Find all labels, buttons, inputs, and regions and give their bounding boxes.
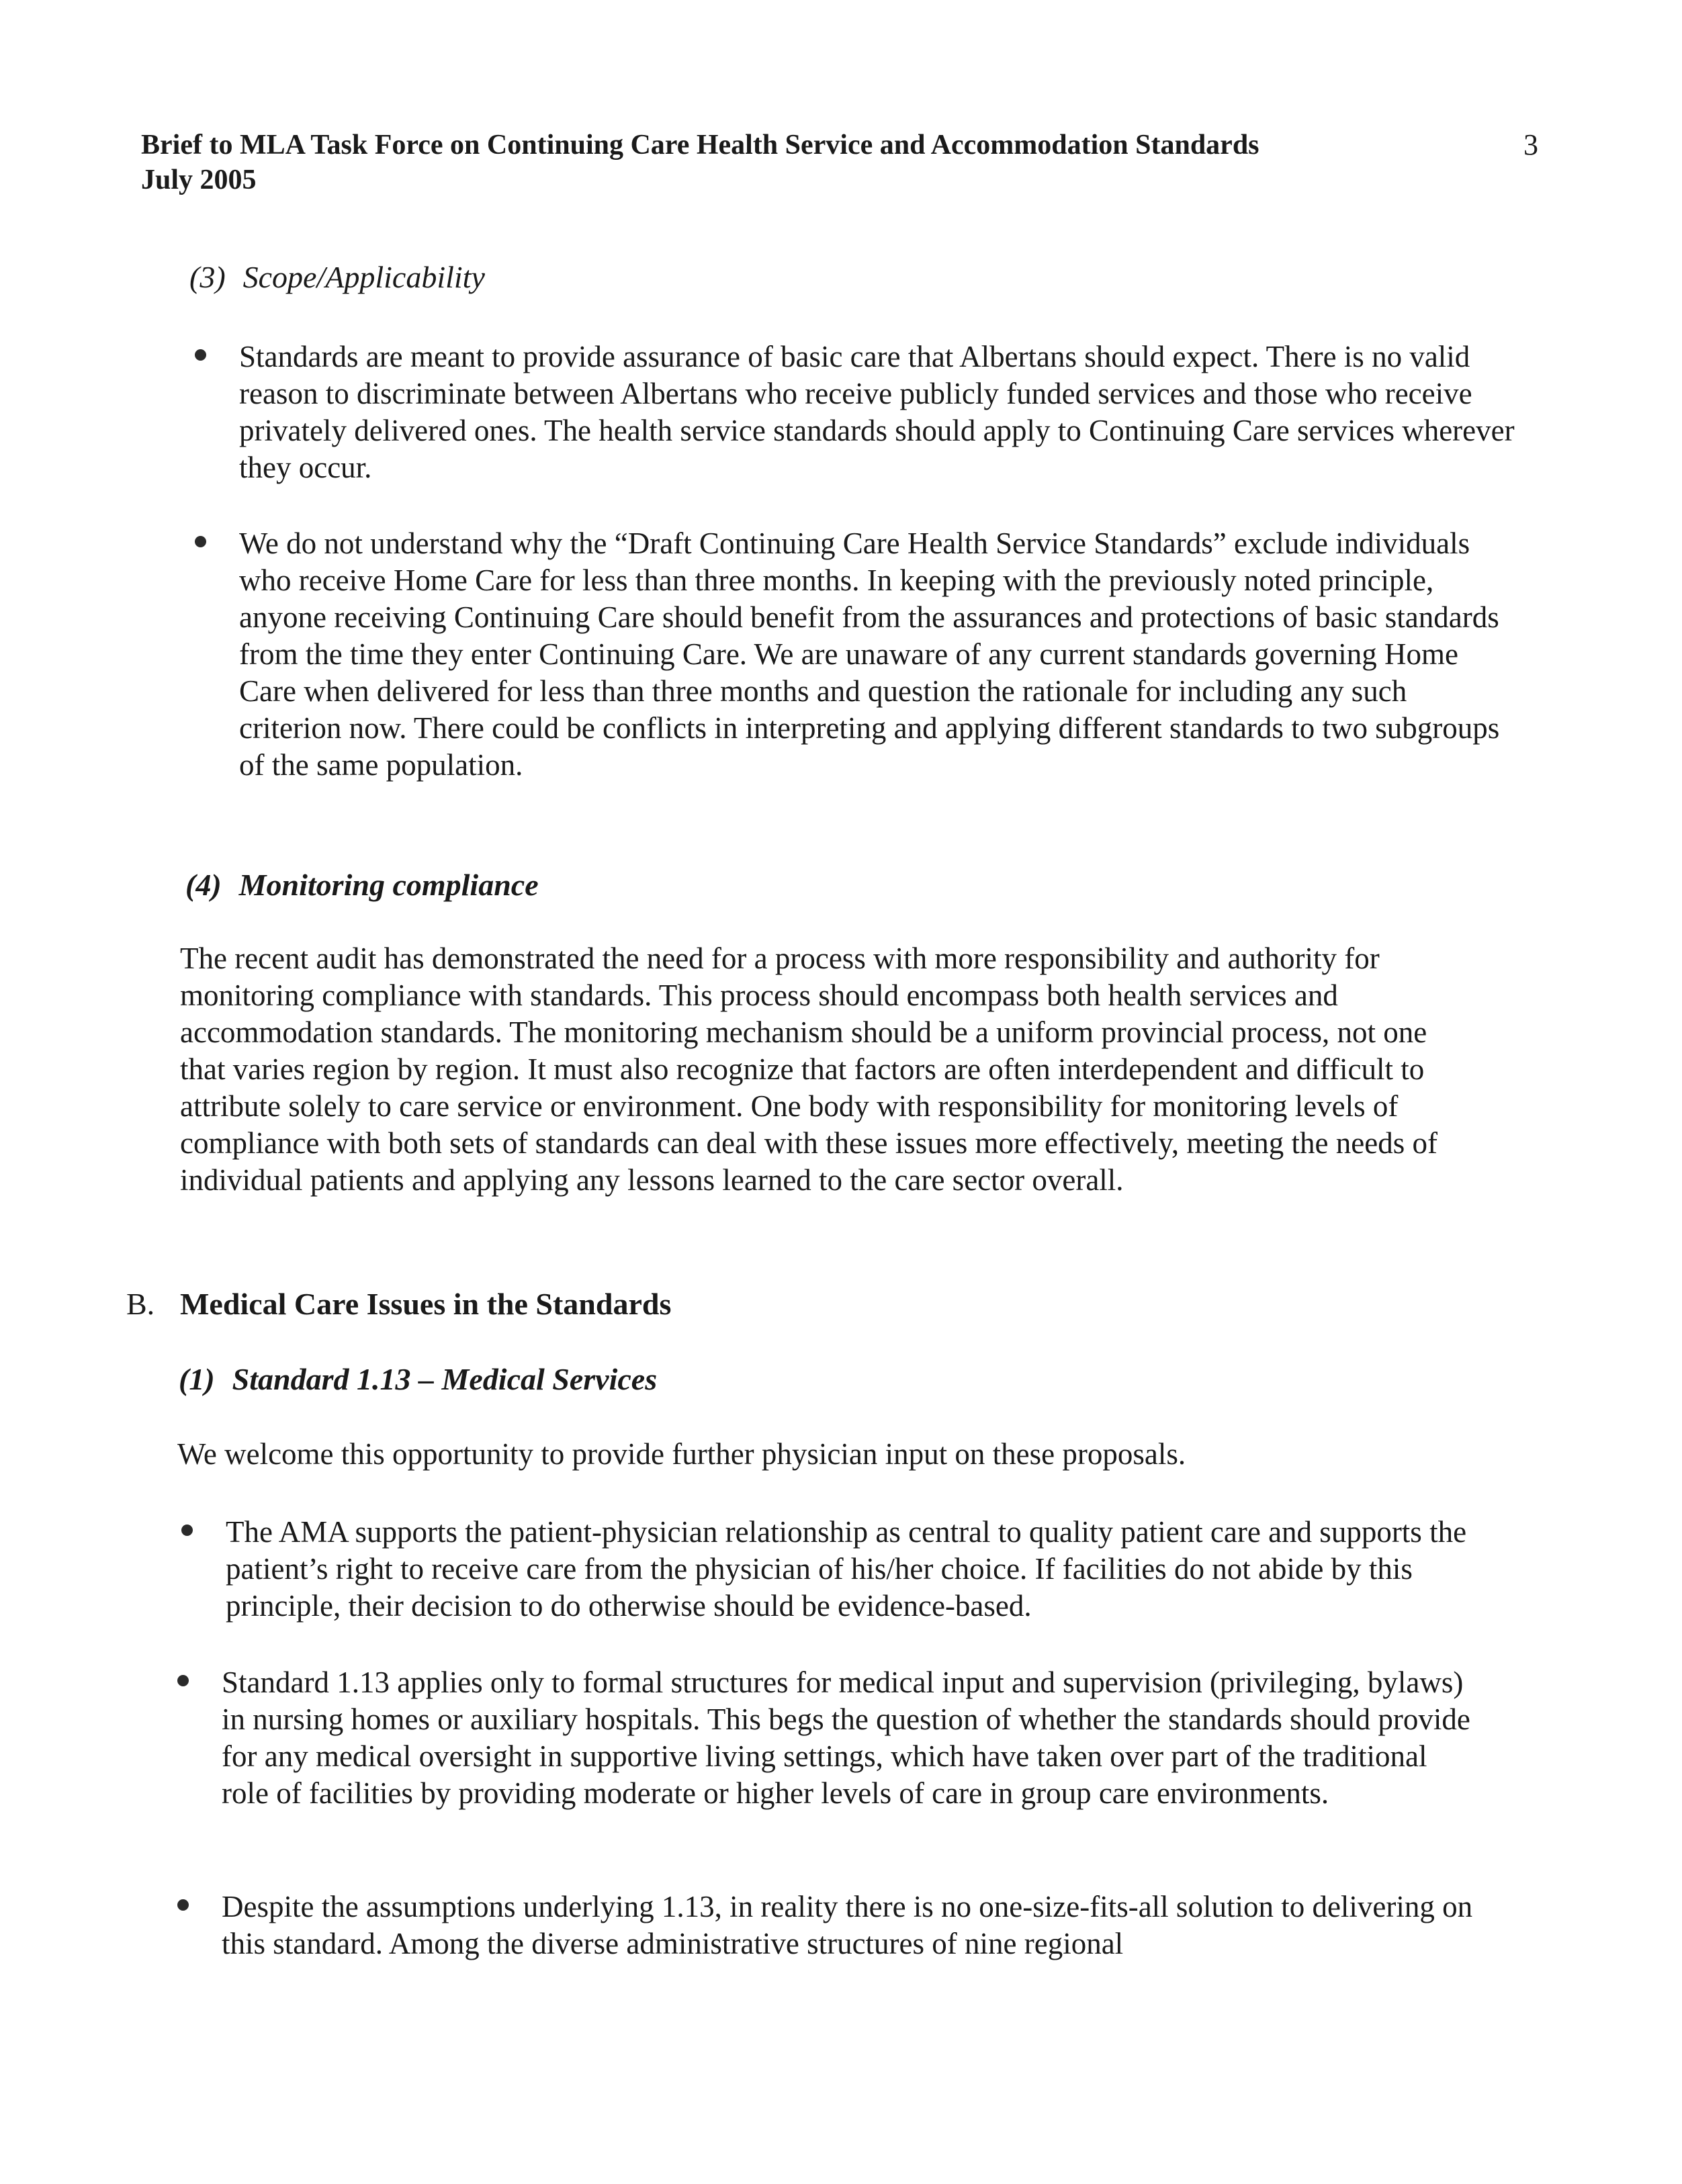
list-item — [222, 1664, 1471, 1812]
bullet-text: The AMA supports the patient-physician relationship as central to quality patient care and supports the patient’s right to receive care from the physician of his/her choice. If facilities do not abide by this principle, their decision to do otherwise should be evidence-based. — [226, 1515, 1467, 1623]
section-title: Scope/Applicability — [242, 260, 485, 294]
list-item — [222, 1889, 1491, 1962]
header-title: Brief to MLA Task Force on Continuing Care Health Service and Accommodation Standards — [141, 130, 1259, 161]
bullet-icon — [181, 1525, 193, 1536]
bullet-icon — [195, 536, 206, 547]
page-header — [141, 128, 1538, 197]
bullet-icon — [195, 349, 206, 361]
subsection-number: (1) — [179, 1362, 215, 1396]
bullet-icon — [177, 1899, 189, 1911]
section-number: (3) — [189, 260, 226, 294]
bullet-text: Standard 1.13 applies only to formal structures for medical input and supervision (privileging, bylaws) in nursing homes or auxiliary hospitals. This begs the question of whether the standards should provide for any medical oversight in supportive living settings, which have taken over part of the traditional role of facilities by providing moderate or higher levels of care in group care environments. — [222, 1666, 1470, 1810]
list-item — [226, 1514, 1502, 1625]
section-heading-monitoring — [185, 866, 539, 904]
bullet-text: We do not understand why the “Draft Continuing Care Health Service Standards” exclude individuals who receive Home Care for less than three months. In keeping with the previously noted principle, anyone receiving Continuing Care should benefit from the assurances and protections of basic standards from the time they enter Continuing Care. We are unaware of any current standards governing Home Care when delivered for less than three months and question the rationale for including any such criterion now. There could be conflicts in interpreting and applying different standards to two subgroups of the same population. — [239, 527, 1500, 782]
bullet-text: Standards are meant to provide assurance of basic care that Albertans should expect. There is no valid reason to discriminate between Albertans who receive publicly funded services and those who receive privately delivered ones. The health service standards should apply to Continuing Care services wherever they occur. — [239, 340, 1515, 484]
medical-intro: We welcome this opportunity to provide further physician input on these proposals. — [177, 1437, 1186, 1471]
list-item — [239, 338, 1515, 486]
monitoring-paragraph: The recent audit has demonstrated the need for a process with more responsibility and authority for monitoring compliance with standards. This process should encompass both health services and accommodation standards. The monitoring mechanism should be a uniform provincial process, not one that varies region by region. It must also recognize that factors are often interdependent and difficult to attribute solely to care service or environment. One body with responsibility for monitoring levels of compliance with both sets of standards can deal with these issues more effectively, meeting the needs of individual patients and applying any lessons learned to the care sector overall. — [180, 942, 1437, 1197]
section-letter: B. — [126, 1287, 155, 1321]
section-title: Monitoring compliance — [238, 868, 539, 902]
list-item — [239, 525, 1515, 784]
section-heading-medical — [126, 1285, 671, 1323]
subsection-title: Standard 1.13 – Medical Services — [232, 1362, 658, 1396]
bullet-icon — [177, 1675, 189, 1686]
page-number: 3 — [1523, 128, 1538, 161]
section-heading-scope — [189, 259, 485, 296]
bullet-text: Despite the assumptions underlying 1.13, in reality there is no one-size-fits-all solution to delivering on this standard. Among the diverse administrative structures of nine regional — [222, 1890, 1473, 1960]
header-date: July 2005 — [141, 165, 257, 195]
section-number: (4) — [185, 868, 222, 902]
section-title: Medical Care Issues in the Standards — [180, 1287, 672, 1321]
subsection-heading-standard — [179, 1361, 657, 1398]
